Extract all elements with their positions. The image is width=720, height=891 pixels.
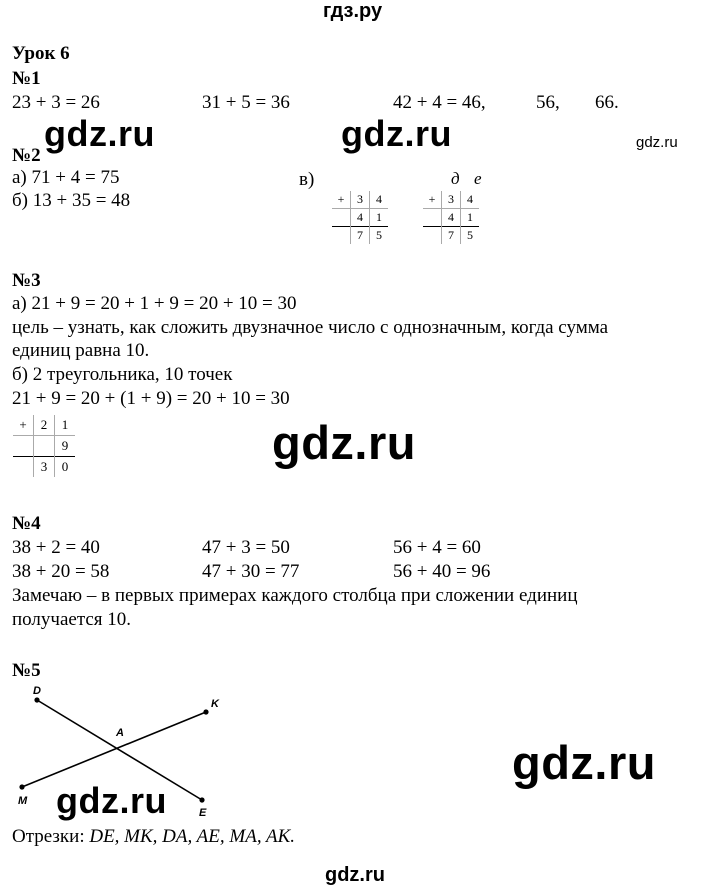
- label-k: K: [211, 698, 219, 710]
- digit: 1: [370, 209, 389, 227]
- task4-note-line1: Замечаю – в первых примерах каждого столбца при сложении единиц: [12, 585, 578, 606]
- segments-diagram: [0, 680, 240, 820]
- label-e: E: [199, 807, 207, 819]
- task4-item: 38 + 20 = 58: [12, 561, 110, 582]
- task4-item: 38 + 2 = 40: [12, 537, 100, 558]
- segment-mk: [22, 712, 206, 787]
- segment-de: [37, 700, 202, 800]
- digit: 5: [370, 227, 389, 245]
- digit: 4: [442, 209, 461, 227]
- watermark-bottom: gdz.ru: [325, 864, 385, 886]
- watermark: gdz.ru: [44, 113, 155, 154]
- task1-item: 23 + 3 = 26: [12, 92, 100, 113]
- point-m: [19, 784, 24, 789]
- task2-b: б) 13 + 35 = 48: [12, 190, 131, 211]
- task2-letter-e: е: [474, 169, 482, 188]
- segments-label: Отрезки:: [12, 826, 85, 847]
- plus-sign: +: [337, 192, 345, 206]
- task4-item: 56 + 4 = 60: [393, 537, 481, 558]
- task3-goal-line2: единиц равна 10.: [12, 340, 150, 361]
- digit: 3: [442, 191, 461, 209]
- task2-v: в): [299, 169, 315, 190]
- digit: 4: [370, 191, 389, 209]
- segments-list: DE, MK, DA, AE, MA, AK.: [89, 826, 296, 847]
- digit: 4: [461, 191, 480, 209]
- task4-item: 47 + 3 = 50: [202, 537, 290, 558]
- digit: 7: [442, 227, 461, 245]
- watermark: gdz.ru: [56, 780, 167, 821]
- task5-number: №5: [12, 660, 41, 681]
- task2-column-addition-1: [332, 191, 388, 244]
- task4-number: №4: [12, 513, 41, 534]
- digit: 9: [55, 436, 76, 457]
- task3-number: №3: [12, 270, 41, 291]
- label-a: A: [116, 727, 124, 739]
- watermark: gdz.ru: [512, 736, 656, 789]
- digit: 0: [55, 457, 76, 478]
- watermark: gdz.ru: [341, 113, 452, 154]
- digit: 4: [351, 209, 370, 227]
- digit: 1: [461, 209, 480, 227]
- task4-item: 56 + 40 = 96: [393, 561, 491, 582]
- watermark: gdz.ru: [272, 416, 416, 469]
- task3-goal-line1: цель – узнать, как сложить двузначное число с однозначным, когда сумма: [12, 317, 609, 338]
- task4-item: 47 + 30 = 77: [202, 561, 300, 582]
- task4-note-line2: получается 10.: [12, 609, 132, 630]
- task2-column-addition-2: [423, 191, 479, 244]
- digit: 7: [351, 227, 370, 245]
- digit: 3: [351, 191, 370, 209]
- task1-number: №1: [12, 68, 41, 89]
- watermark: gdz.ru: [636, 134, 678, 151]
- task1-item: 42 + 4 = 46,: [393, 92, 486, 113]
- task2-letter-d: д: [451, 169, 460, 188]
- task3-equation: 21 + 9 = 20 + (1 + 9) = 20 + 10 = 30: [12, 388, 290, 409]
- digit: 3: [34, 457, 55, 478]
- task3-a: а) 21 + 9 = 20 + 1 + 9 = 20 + 10 = 30: [12, 293, 297, 314]
- lesson-title: Урок 6: [12, 43, 70, 64]
- digit: 1: [55, 415, 76, 436]
- task1-item: 66.: [595, 92, 619, 113]
- label-d: D: [33, 685, 41, 697]
- task3-column-addition: [13, 415, 75, 477]
- digit: 5: [461, 227, 480, 245]
- point-d: [34, 697, 39, 702]
- task2-number: №2: [12, 145, 41, 166]
- digit: [34, 436, 55, 457]
- task1-item: 31 + 5 = 36: [202, 92, 290, 113]
- plus-sign: +: [19, 417, 27, 432]
- digit: 2: [34, 415, 55, 436]
- task3-b: б) 2 треугольника, 10 точек: [12, 364, 233, 385]
- task5-segments: [12, 826, 295, 848]
- point-k: [203, 709, 208, 714]
- task2-a: а) 71 + 4 = 75: [12, 167, 120, 188]
- task1-item: 56,: [536, 92, 560, 113]
- plus-sign: +: [428, 192, 436, 206]
- point-e: [199, 797, 204, 802]
- watermark-top: гдз.ру: [323, 0, 383, 22]
- label-m: M: [18, 795, 28, 807]
